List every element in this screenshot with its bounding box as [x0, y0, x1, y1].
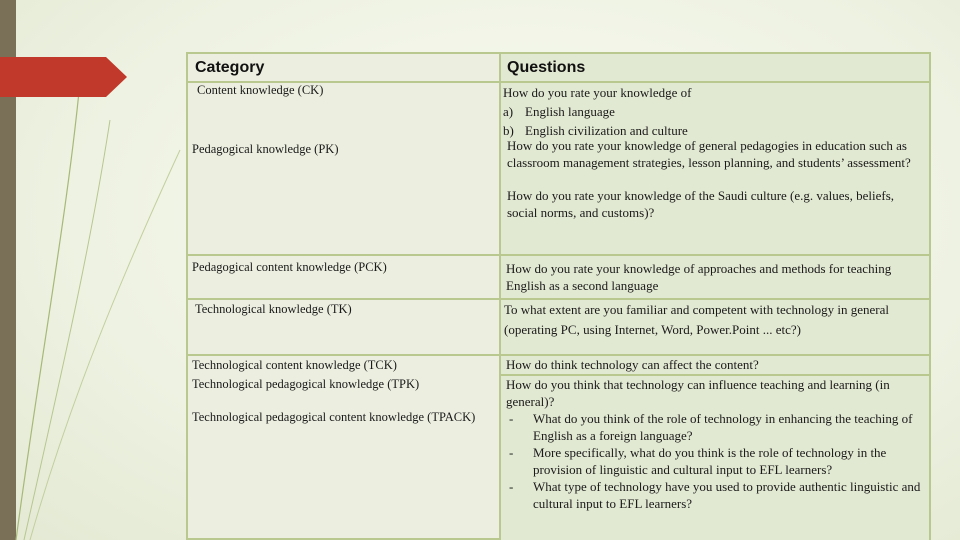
- category-tpk: Technological pedagogical knowledge (TPK): [192, 377, 420, 391]
- category-pk: Pedagogical knowledge (PK): [192, 142, 339, 156]
- question-ck-item: [503, 122, 921, 139]
- question-tck: How do think technology can affect the content?: [506, 357, 759, 372]
- question-ck-intro: How do you rate your knowledge of: [503, 85, 692, 100]
- category-pck: Pedagogical content knowledge (PCK): [192, 260, 387, 274]
- question-tpack-item: - What type of technology have you used to provide authentic linguistic and cultural input to EFL learners?: [506, 478, 924, 512]
- item-text: English civilization and culture: [525, 123, 688, 138]
- question-tpack-item: - What do you think of the role of technology in enhancing the teaching of English as a foreign language?: [506, 410, 924, 444]
- column-divider: [499, 54, 501, 540]
- tpack-questions-table: [186, 52, 931, 540]
- question-tpack-item: - More specifically, what do you think is the role of technology in the provision of linguistic and cultural input to EFL learners?: [506, 444, 924, 478]
- item-marker: a): [503, 104, 514, 119]
- item-marker: b): [503, 123, 514, 138]
- questions-header: Questions: [507, 59, 586, 76]
- category-ck: Content knowledge (CK): [197, 83, 324, 97]
- category-tck: Technological content knowledge (TCK): [192, 358, 397, 372]
- question-pk-culture: How do you rate your knowledge of the Saudi culture (e.g. values, beliefs, social norms, and customs)?: [507, 188, 895, 220]
- question-pck: How do you rate your knowledge of approaches and methods for teaching English as a second language: [506, 261, 892, 293]
- questions-ck-pk: [503, 84, 921, 221]
- item-text: English language: [525, 104, 615, 119]
- question-ck-item: [503, 103, 921, 120]
- category-tk: Technological knowledge (TK): [195, 302, 352, 316]
- category-header: Category: [195, 59, 265, 76]
- questions-tpk-tpack: [506, 376, 924, 512]
- question-pk: How do you rate your knowledge of general pedagogies in education such as classroom management strategies, lesson planning, and students’ assessment?: [507, 138, 911, 170]
- category-tpack: Technological pedagogical content knowledge (TPACK): [192, 410, 476, 424]
- question-tpk: How do you think that technology can influence teaching and learning (in general)?: [506, 377, 890, 409]
- row-divider: [188, 254, 929, 256]
- arrow-tab-shape: [0, 57, 127, 97]
- question-tk: To what extent are you familiar and competent with technology in general (operating PC, using Internet, Word, Power.Point ... etc?): [504, 302, 889, 337]
